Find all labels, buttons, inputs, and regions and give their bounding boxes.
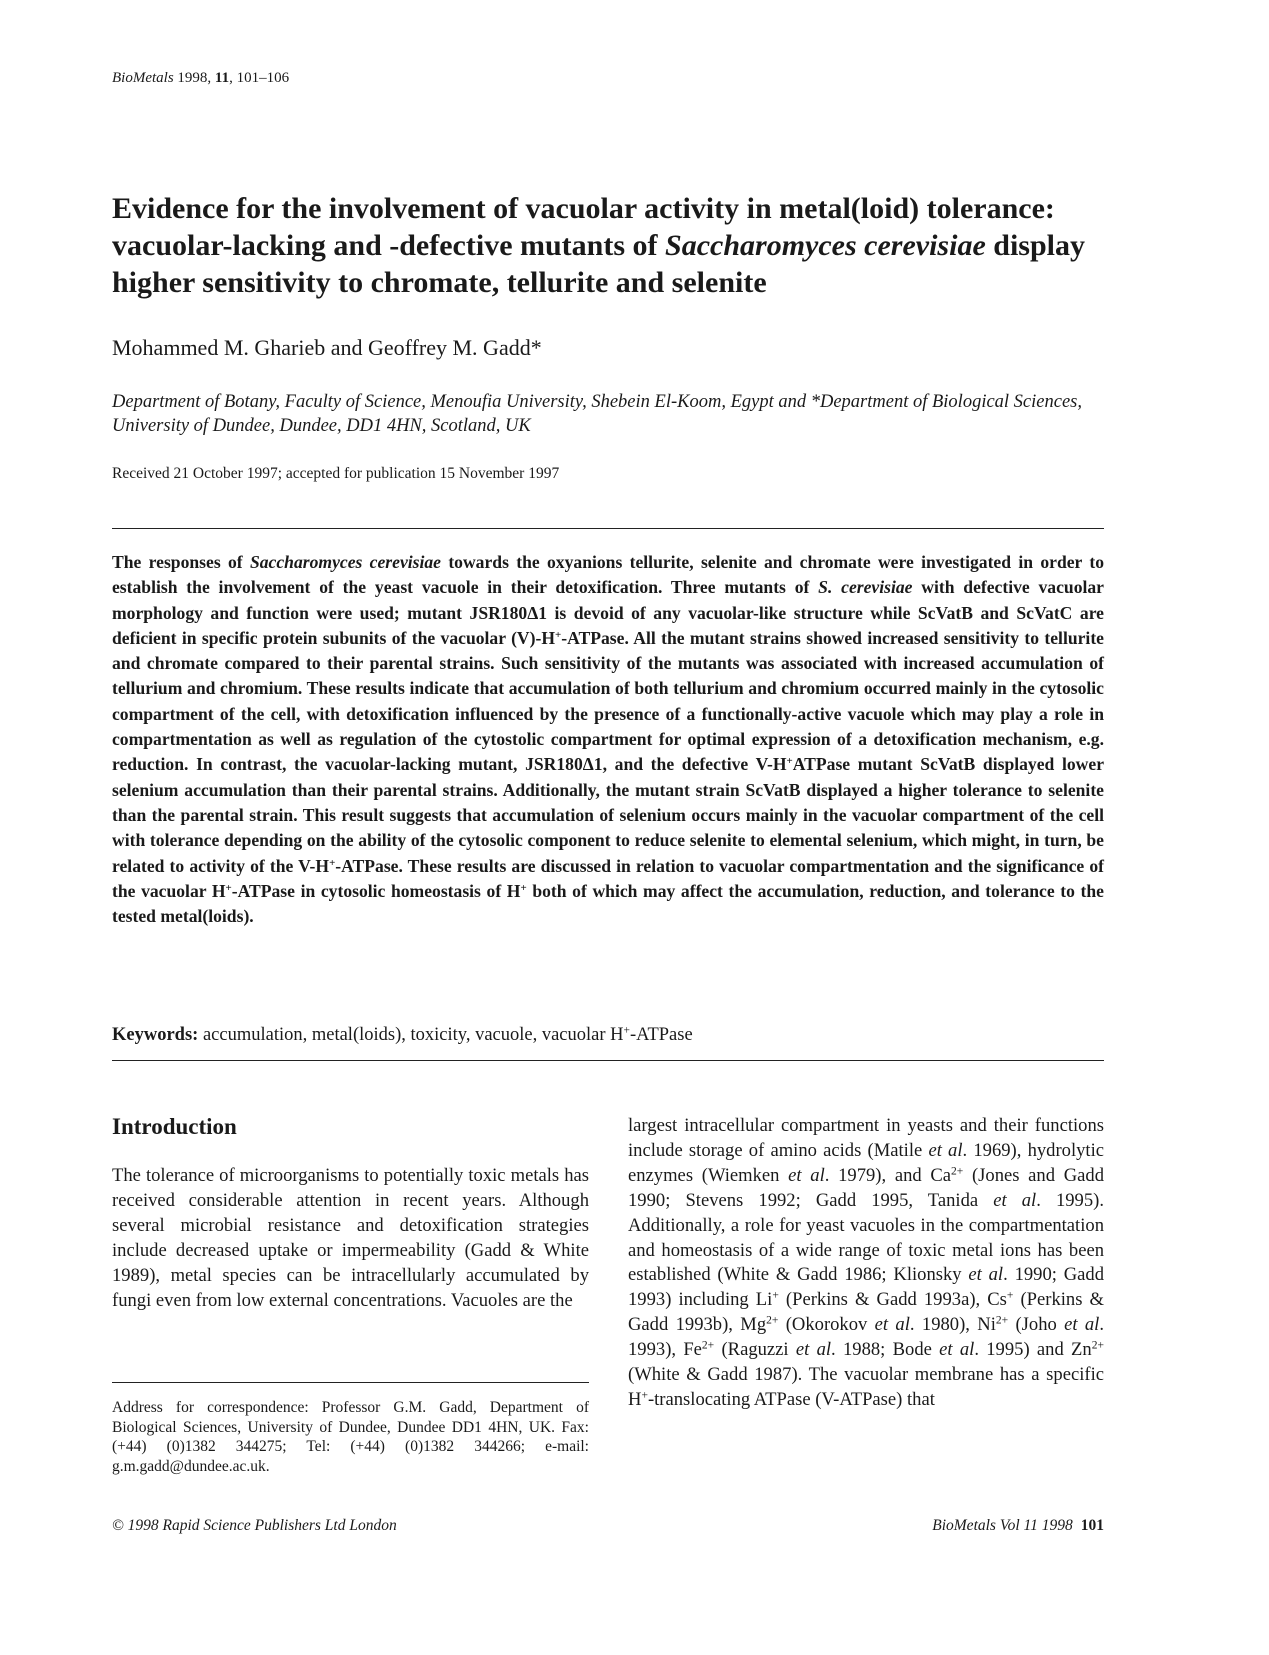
copyright-footer: © 1998 Rapid Science Publishers Ltd London [112, 1517, 397, 1534]
page-number: 101 [1080, 1517, 1104, 1534]
footer-journal: BioMetals Vol 11 1998 [932, 1517, 1073, 1534]
header-pages: , 101–106 [229, 70, 290, 86]
article-title: Evidence for the involvement of vacuolar activity in metal(loid) tolerance: vacuolar-lacking and -defective mutants of Saccharomyces cerevisiae display higher sensitivity to chromate, tellurite and selenite [112, 192, 1085, 299]
section-heading-introduction: Introduction [112, 1114, 237, 1139]
intro-paragraph-right: largest intracellular compartment in yeasts and their functions include storage of amino acids (Matile et al. 1969), hydrolytic enzymes (Wiemken et al. 1979), and $Ca^{2+}$ (Jones and Gadd 1990; Stevens 1992; Gadd 1995, Tanida et al. 1995). Additionally, a role for yeast vacuoles in the compartmentation and homeostasis of a wide range of toxic metal ions has been established (White & Gadd 1986; Klionsky et al. 1990; Gadd 1993) including Li+ (Perkins & Gadd 1993a), Cs+ (Perkins & Gadd 1993b), $Mg^{2+}$ (Okorokov et al. 1980), $Ni^{2+}$ (Joho et al. 1993), $Fe^{2+}$ (Raguzzi et al. 1988; Bode et al. 1995) and $Zn^{2+}$ (White & Gadd 1987). The vacuolar membrane has a specific H+-translocating ATPase (V-ATPase) that [628, 1115, 1105, 1410]
received-date: Received 21 October 1997; accepted for publication 15 November 1997 [112, 465, 560, 482]
page-footer [932, 1517, 1104, 1535]
header-volume: 11 [214, 70, 230, 86]
divider-bottom [112, 1060, 1104, 1061]
correspondence-footnote: Address for correspondence: Professor G.M. Gadd, Department of Biological Sciences, University of Dundee, Dundee DD1 4HN, UK. Fax: (+44) (0)1382 344275; Tel: (+44) (0)1382 344266; e-mail: g.m.gadd@dundee.ac.uk. [112, 1399, 589, 1475]
footnote-divider [112, 1382, 589, 1383]
running-header [112, 70, 289, 87]
authors: Mohammed M. Gharieb and Geoffrey M. Gadd* [112, 335, 542, 360]
intro-paragraph-left: The tolerance of microorganisms to potentially toxic metals has received considerable attention in recent years. Although several microbial resistance and detoxification strategies include decreased uptake or impermeability (Gadd & White 1989), metal species can be intracellularly accumulated by fungi even from low external concentrations. Vacuoles are the [112, 1165, 589, 1311]
divider-top [112, 528, 1104, 529]
species-epithet: cerevisiae [864, 229, 986, 262]
abstract: The responses of Saccharomyces cerevisiae towards the oxyanions tellurite, selenite and chromate were investigated in order to establish the involvement of the yeast vacuole in their detoxification. Three mutants of S. cerevisiae with defective vacuolar morphology and function were used; mutant JSR180Δ1 is devoid of any vacuolar-like structure while ScVatB and ScVatC are deficient in specific protein subunits of the vacuolar (V)-H+-ATPase. All the mutant strains showed increased sensitivity to tellurite and chromate compared to their parental strains. Such sensitivity of the mutants was associated with increased accumulation of tellurium and chromium. These results indicate that accumulation of both tellurium and chromium occurred mainly in the cytosolic compartment of the cell, with detoxification influenced by the presence of a functionally-active vacuole which may play a role in compartmentation as well as regulation of the cytostolic compartment for optimal expression of a detoxification mechanism, e.g. reduction. In contrast, the vacuolar-lacking mutant, JSR180Δ1, and the defective V-H+ATPase mutant ScVatB displayed lower selenium accumulation than their parental strains. Additionally, the mutant strain ScVatB displayed a higher tolerance to selenite than the parental strain. This result suggests that accumulation of selenium occurs mainly in the vacuolar compartment of the cell with tolerance depending on the ability of the cytosolic component to reduce selenite to elemental selenium, which might, in turn, be related to activity of the V-H+-ATPase. These results are discussed in relation to vacuolar compartmentation and the significance of the vacuolar H+-ATPase in cytosolic homeostasis of H+ both of which may affect the accumulation, reduction, and tolerance to the tested metal(loids). [112, 552, 1105, 927]
keywords: Keywords: accumulation, metal(loids), toxicity, vacuole, vacuolar H+-ATPase [112, 1024, 693, 1045]
header-year: 1998, [177, 70, 212, 86]
species-genus: Saccharomyces [665, 229, 857, 262]
keywords-label: Keywords: [112, 1025, 199, 1045]
affiliation: Department of Botany, Faculty of Science, Menoufia University, Shebein El-Koom, Egypt and *Department of Biological Sciences, University of Dundee, Dundee, DD1 4HN, Scotland, UK [112, 392, 1082, 436]
journal-name: BioMetals [112, 70, 174, 86]
